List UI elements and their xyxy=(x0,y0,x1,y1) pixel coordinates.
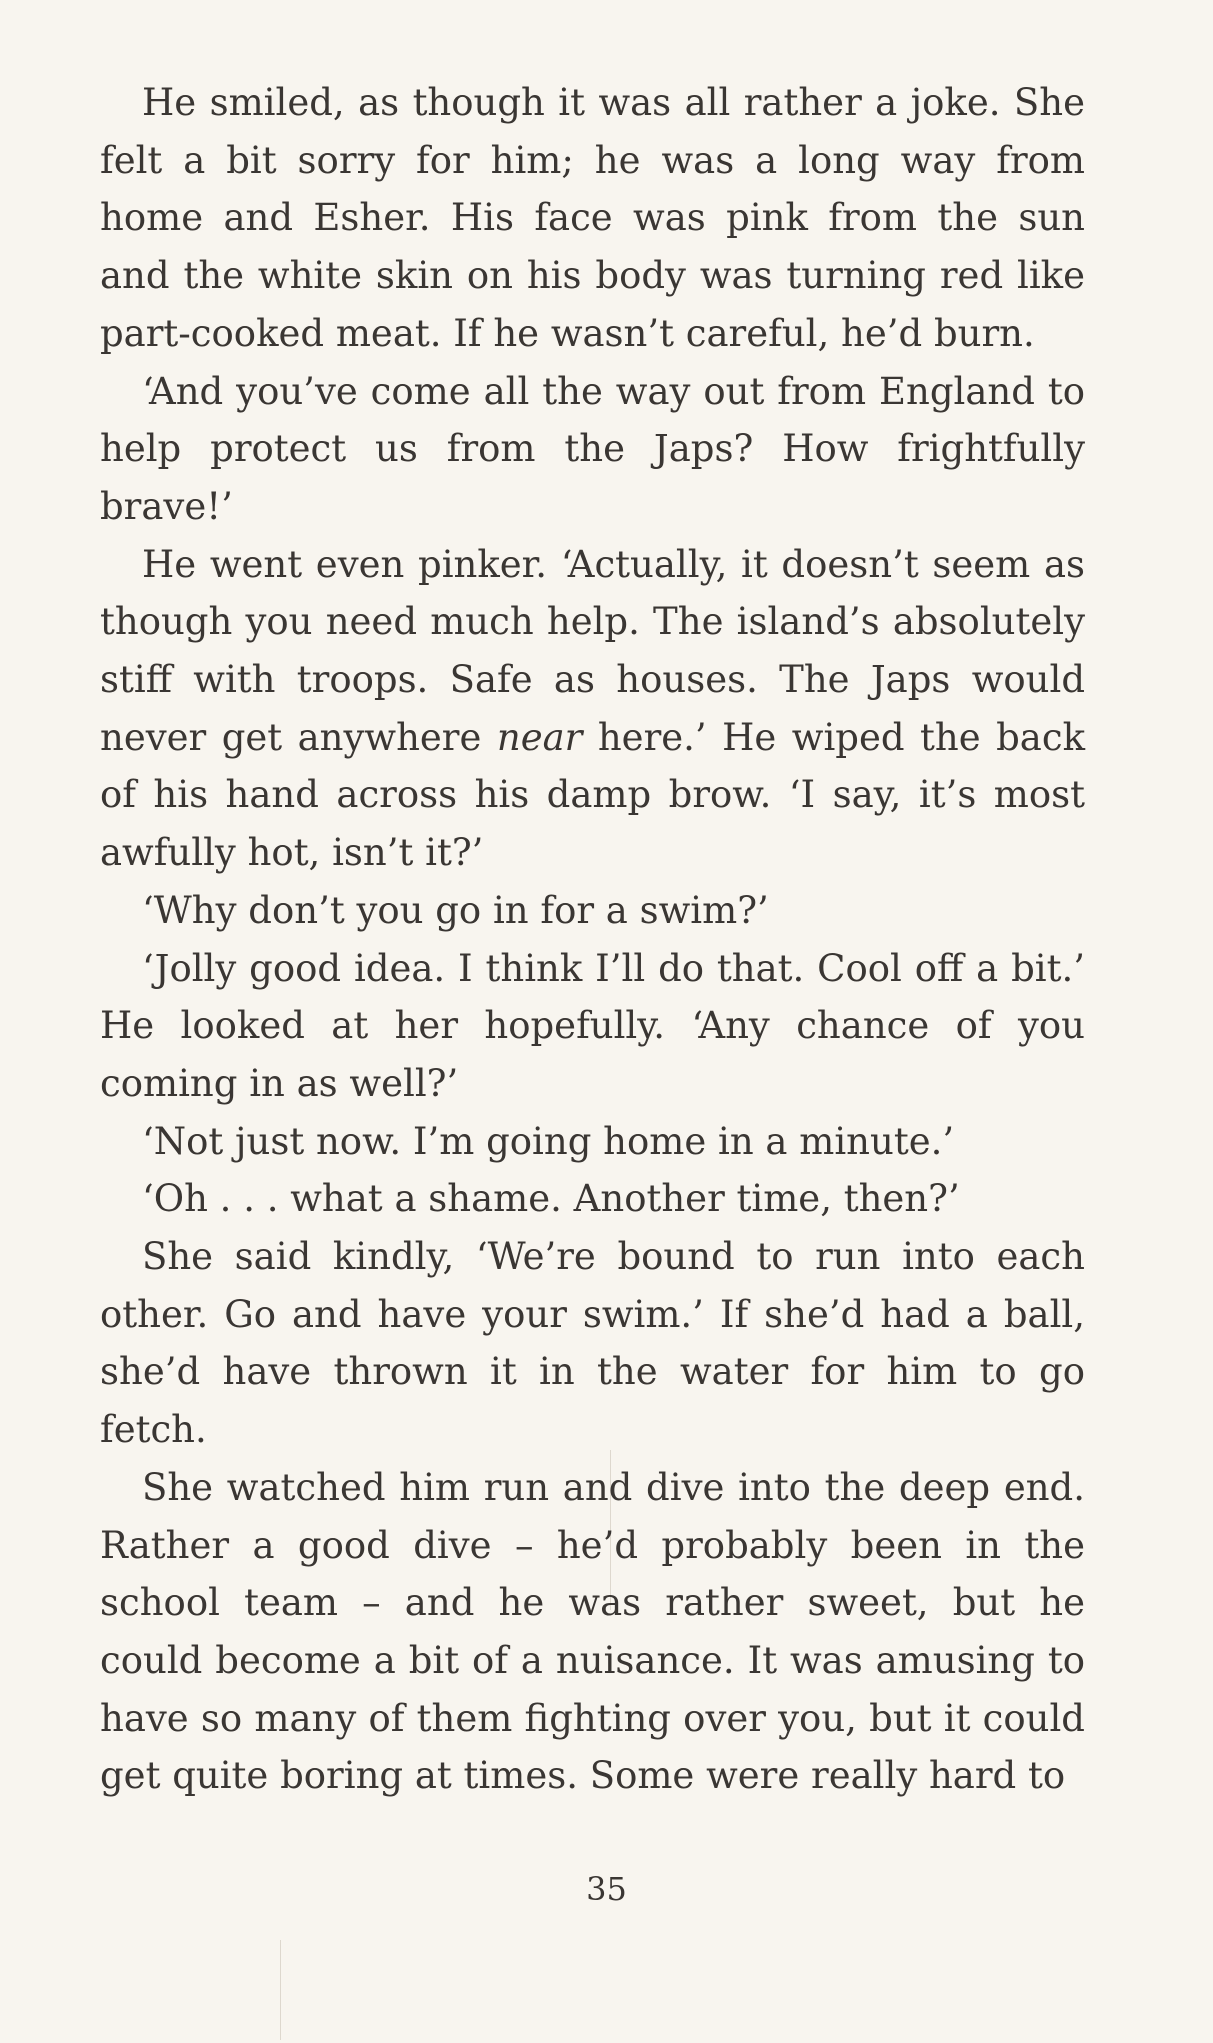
page-number: 35 xyxy=(586,1870,627,1908)
paragraph: ‘Jolly good idea. I think I’ll do that. Cool off a bit.’ He looked at her hopefully. ‘Any chance of you coming in as well?’ xyxy=(100,946,1085,1105)
paragraph xyxy=(100,536,1085,882)
emphasized-word: near xyxy=(496,715,583,759)
paragraph-text: here.’ He wiped the back of his hand across his damp brow. ‘I say, it’s most awfully hot, isn’t it?’ xyxy=(100,715,1085,875)
paragraph: ‘Why don’t you go in for a swim?’ xyxy=(142,888,769,932)
paragraph: She said kindly, ‘We’re bound to run into each other. Go and have your swim.’ If she’d had a ball, she’d have thrown it in the water for him to go fetch. xyxy=(100,1235,1085,1452)
paragraph: ‘And you’ve come all the way out from England to help protect us from the Japs? How frightfully brave!’ xyxy=(100,369,1085,528)
paragraph: He smiled, as though it was all rather a joke. She felt a bit sorry for him; he was a long way from home and Esher. His face was pink from the sun and the white skin on his body was turning red like part-cooked meat. If he wasn’t careful, he’d burn. xyxy=(100,81,1085,355)
paragraph: ‘Oh . . . what a shame. Another time, then?’ xyxy=(142,1177,960,1221)
paragraph-text: He went even pinker. ‘Actually, it doesn’t seem as though you need much help. The island’s absolutely stiff with troops. Safe as houses. The Japs would never get anywhere xyxy=(100,542,1085,759)
paragraph: She watched him run and dive into the deep end. Rather a good dive – he’d probably been in the school team – and he was rather sweet, but he could become a bit of a nuisance. It was amusing to have so many of them fighting over you, but it could get quite boring at times. Some were really hard to xyxy=(100,1465,1085,1798)
page-crease-mark-lower xyxy=(280,1940,281,2040)
paragraph: ‘Not just now. I’m going home in a minute.’ xyxy=(142,1119,955,1163)
body-text xyxy=(100,74,1085,1805)
